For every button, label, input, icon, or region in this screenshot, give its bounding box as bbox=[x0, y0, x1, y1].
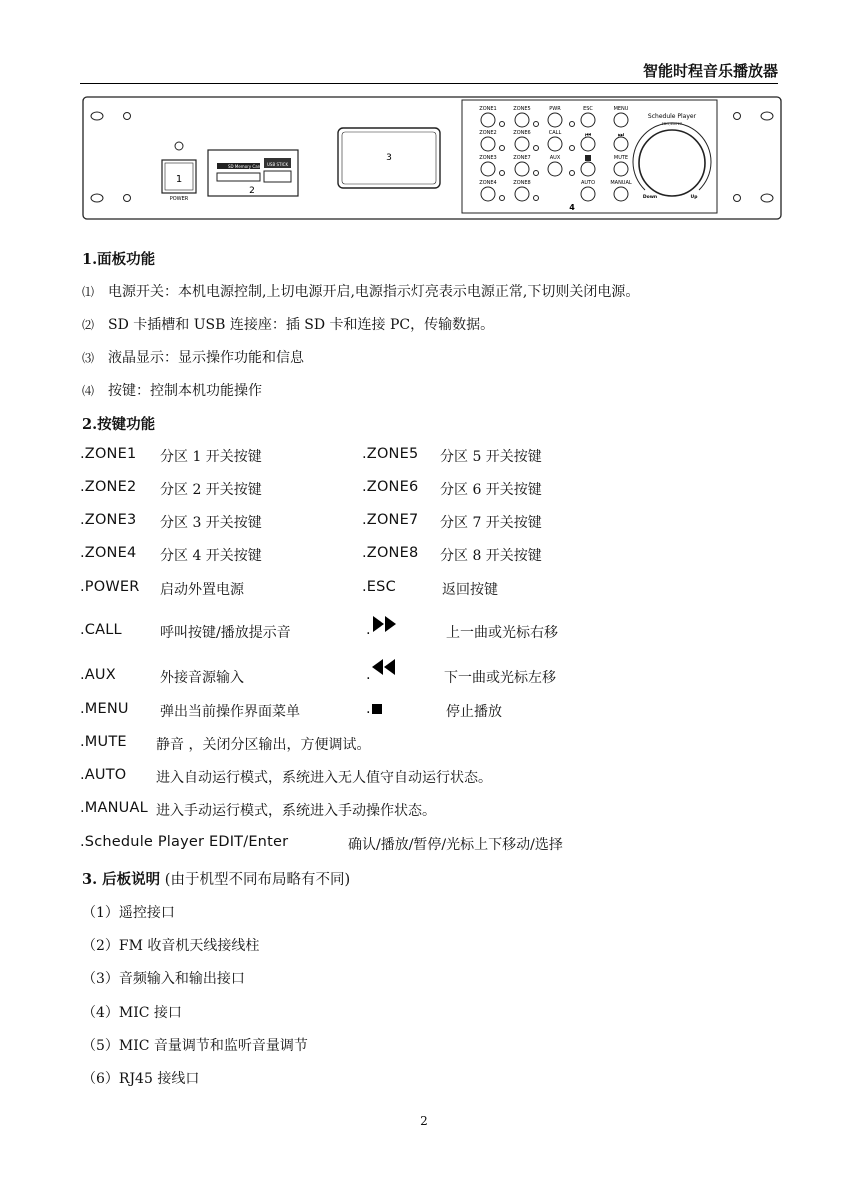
section1-item-2: ⑵ SD 卡插槽和 USB 连接座：插 SD 卡和连接 PC，传输数据。 bbox=[82, 317, 495, 333]
svg-text:ZONE1: ZONE1 bbox=[479, 106, 497, 112]
svg-text:MUTE: MUTE bbox=[613, 155, 629, 161]
section3-item-1: （1）遥控接口 bbox=[82, 905, 175, 921]
panel-label-2: 2 bbox=[249, 186, 255, 196]
knob-sub: EDIT/ENTER bbox=[661, 122, 683, 126]
section3-item-2: （2）FM 收音机天线接线柱 bbox=[82, 938, 260, 954]
knob-title: Schedule Player bbox=[647, 113, 697, 120]
header-title: 智能时程音乐播放器 bbox=[642, 62, 778, 80]
sd-label: SD Memory Card bbox=[228, 164, 262, 169]
svg-text:ZONE5: ZONE5 bbox=[513, 106, 531, 112]
section3-title: 3. 后板说明 bbox=[82, 871, 161, 888]
header-rule bbox=[80, 83, 778, 84]
section1-item-4: ⑷ 按键：控制本机功能操作 bbox=[82, 383, 262, 399]
svg-text:ZONE6: ZONE6 bbox=[513, 130, 531, 136]
schedule-knob bbox=[639, 130, 705, 196]
section1-item-1: ⑴ 电源开关：本机电源控制,上切电源开启,电源指示灯亮表示电源正常,下切则关闭电源。 bbox=[82, 284, 640, 300]
svg-text:Up: Up bbox=[690, 195, 698, 200]
svg-text:ESC: ESC bbox=[583, 106, 593, 112]
section3-item-3: （3）音频输入和输出接口 bbox=[82, 971, 245, 987]
svg-text:MENU: MENU bbox=[613, 106, 629, 112]
section3-item-4: （4）MIC 接口 bbox=[82, 1005, 182, 1021]
svg-text:PWR: PWR bbox=[549, 106, 561, 112]
section1-title: 1.面板功能 bbox=[82, 251, 156, 268]
svg-text:AUX: AUX bbox=[549, 155, 561, 161]
svg-text:ZONE8: ZONE8 bbox=[513, 180, 531, 186]
power-label: POWER bbox=[169, 196, 189, 202]
svg-text:ZONE2: ZONE2 bbox=[479, 130, 497, 136]
svg-text:⏮: ⏮ bbox=[584, 131, 592, 139]
section3-note: (由于机型不同布局略有不同) bbox=[164, 872, 351, 888]
svg-text:ZONE3: ZONE3 bbox=[479, 155, 497, 161]
next-track-icon bbox=[372, 614, 400, 634]
svg-text:Down: Down bbox=[642, 195, 658, 200]
svg-text:ZONE4: ZONE4 bbox=[479, 180, 497, 186]
section3-heading bbox=[82, 868, 350, 889]
svg-text:AUTO: AUTO bbox=[580, 180, 596, 186]
svg-text:ZONE7: ZONE7 bbox=[513, 155, 531, 161]
section3-item-5: （5）MIC 音量调节和监听音量调节 bbox=[82, 1038, 308, 1054]
svg-text:⏭: ⏭ bbox=[617, 131, 625, 139]
panel-label-4: 4 bbox=[569, 203, 575, 212]
panel-label-1: 1 bbox=[175, 174, 183, 185]
front-panel-diagram bbox=[82, 96, 782, 220]
usb-label: USB STICK bbox=[267, 162, 289, 167]
stop-icon bbox=[372, 704, 382, 714]
svg-text:MANUAL: MANUAL bbox=[610, 180, 632, 186]
page-number: 2 bbox=[420, 1114, 428, 1128]
previous-track-icon bbox=[370, 657, 398, 677]
section3-item-6: （6）RJ45 接线口 bbox=[82, 1071, 200, 1087]
panel-label-3: 3 bbox=[386, 153, 392, 163]
section2-title: 2.按键功能 bbox=[82, 416, 156, 433]
section1-item-3: ⑶ 液晶显示：显示操作功能和信息 bbox=[82, 350, 304, 366]
svg-text:CALL: CALL bbox=[548, 130, 562, 136]
